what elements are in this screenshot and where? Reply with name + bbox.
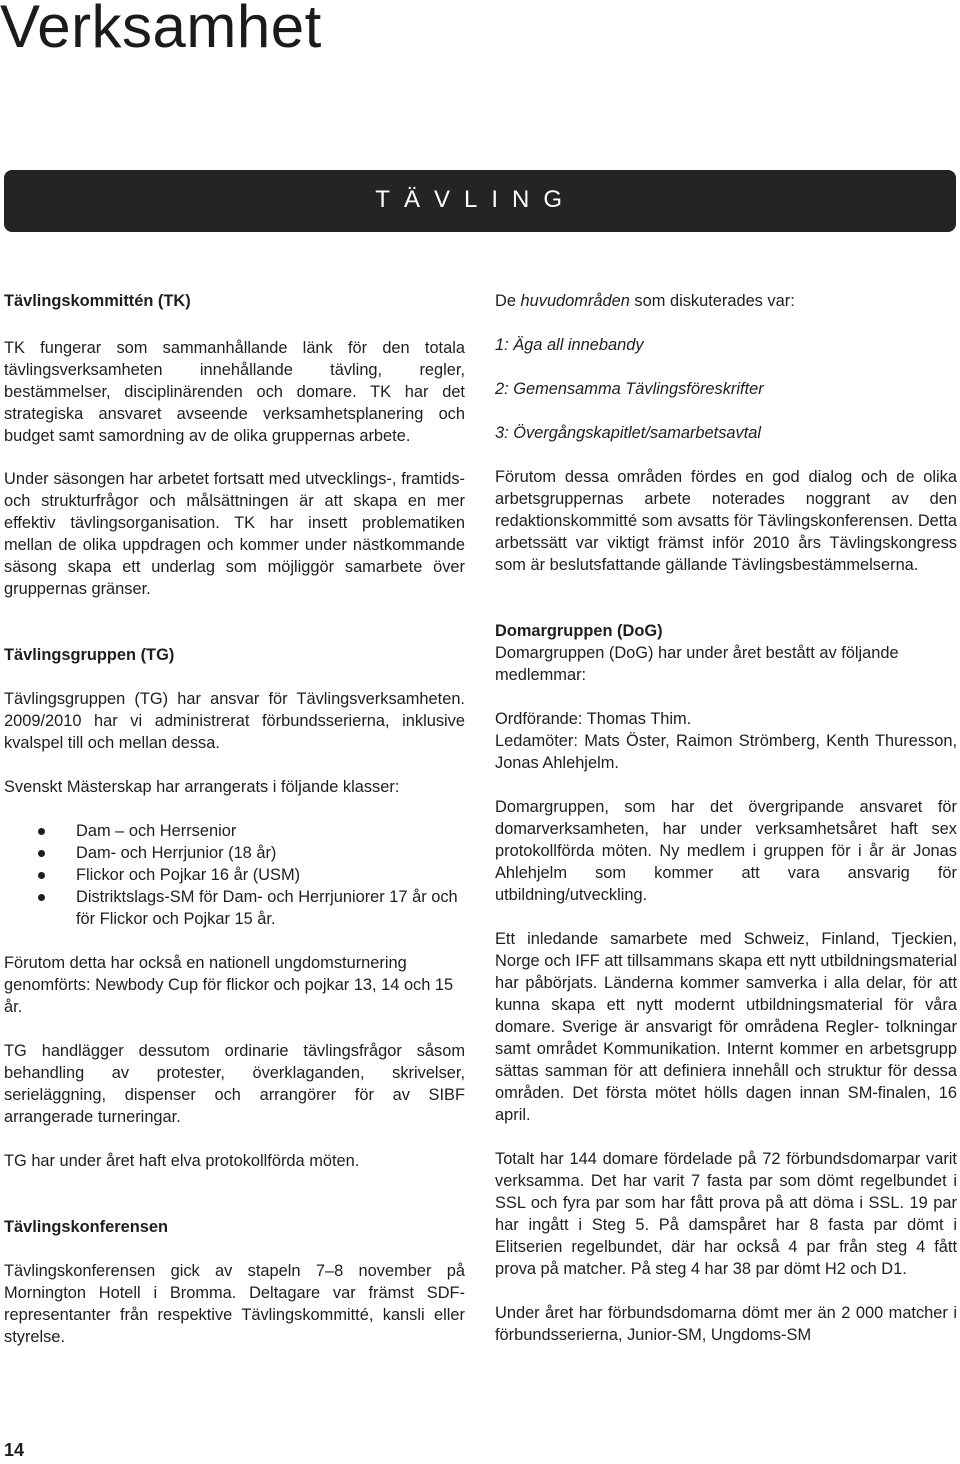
paragraph-dog-3: Ett inledande samarbete med Schweiz, Finland, Tjeckien, Norge och IFF att tillsammans skapa ett nytt utbildningsmaterial har påbörjats. Länderna kommer samverka i alla delar, för att kunna skapa ett nytt modernt utbildningsmaterial för våra domare. Sverige är ansvarigt för områdena Regler- tolkningar samt området Kommunikation. Internt kommer en arbetsgrupp sättas samman för att definiera innehåll och struktur för dessa områden. Det första mötet hölls dagen innan SM-finalen, 16 april. [495, 930, 957, 1124]
heading-tk: Tävlingskommittén (TK) [4, 292, 191, 310]
paragraph-konferens-1: Tävlingskonferensen gick av stapeln 7–8 november på Mornington Hotell i Bromma. Deltagare var främst SDF-representanter från respektive Tävlingskommitté, kansli eller styrelse. [4, 1262, 465, 1346]
right-column [495, 290, 957, 1346]
topic-item: 2: Gemensamma Tävlingsföreskrifter [495, 380, 764, 398]
dog-chair: Ordförande: Thomas Thim. [495, 710, 692, 728]
dog-members: Ledamöter: Mats Öster, Raimon Strömberg, Kenth Thuresson, Jonas Ahlehjelm. [495, 732, 957, 772]
paragraph-tg-2: Svenskt Mästerskap har arrangerats i följande klasser: [4, 778, 400, 796]
heading-dog: Domargruppen (DoG) [495, 622, 663, 640]
paragraph-tg-4: TG handlägger dessutom ordinarie tävlingsfrågor såsom behandling av protester, överklaganden, skrivelser, serieläggning, dispenser och arrangörer för av SIBF arrangerade turneringar. [4, 1042, 465, 1126]
list-item: Flickor och Pojkar 16 år (USM) [4, 864, 465, 886]
paragraph-dog-2: Domargruppen, som har det övergripande ansvaret för domarverksamheten, har under verksamhetsåret haft sex protokollförda möten. Ny medlem i gruppen för i år är Jonas Ahlehjelm som kommer att vara ansvarig för utbildning/utveckling. [495, 798, 957, 904]
paragraph-tg-3: Förutom detta har också en nationell ungdomsturnering genomförts: Newbody Cup för flickor och pojkar 13, 14 och 15 år. [4, 954, 454, 1016]
topics-intro-post: som diskuterades var: [629, 292, 795, 310]
paragraph-dog-5: Under året har förbundsdomarna dömt mer än 2 000 matcher i förbundsserierna, Junior-SM, Ungdoms-SM [495, 1304, 957, 1344]
section-banner-label: TÄVLING [375, 186, 576, 213]
paragraph-konferens-2: Förutom dessa områden fördes en god dialog och de olika arbetsgruppernas arbete noterades noggrant av den redaktionskommitté som avsatts för Tävlingskonferensen. Detta arbetssätt var viktigt främst inför 2010 års Tävlingskongress som är beslutsfattande gällande Tävlingsbestämmelserna. [495, 468, 957, 574]
topics-intro-emphasis: huvudområden [520, 292, 630, 310]
topics-intro [495, 290, 957, 312]
page-title: Verksamhet [0, 0, 322, 60]
topic-item: 1: Äga all innebandy [495, 336, 644, 354]
paragraph-dog-4: Totalt har 144 domare fördelade på 72 förbundsdomarpar varit verksamma. Det har varit 7 fasta par som dömt regelbundet i SSL och fyra par som har fått prova på att döma i SSL. 19 par har ingått i Steg 5. På damspåret har 8 fasta par dömt i Elitserien regelbundet, där har också 4 par från steg 4 fått prova på matcher. På steg 4 har 38 par dömt H2 och D1. [495, 1150, 957, 1278]
sm-class-list [4, 820, 465, 930]
heading-tg: Tävlingsgruppen (TG) [4, 646, 175, 664]
page-number: 14 [4, 1440, 25, 1460]
topics-intro-pre: De [495, 292, 521, 310]
topic-item: 3: Övergångskapitlet/samarbetsavtal [495, 424, 762, 442]
left-column [4, 290, 465, 1348]
heading-konferens: Tävlingskonferensen [4, 1218, 168, 1236]
paragraph-tk-1: TK fungerar som sammanhållande länk för den totala tävlingsverksamheten innehållande tävling, regler, bestämmelser, disciplinärenden och domare. TK har det strategiska ansvaret avseende verksamhetsplanering och budget samt samordning av de olika gruppernas arbete. [4, 339, 465, 445]
list-item: Dam- och Herrjunior (18 år) [4, 842, 465, 864]
section-banner [4, 170, 956, 232]
paragraph-tg-1: Tävlingsgruppen (TG) har ansvar för Tävlingsverksamheten. 2009/2010 har vi administrerat förbundsserierna, inklusive kvalspel till och mellan dessa. [4, 690, 465, 752]
paragraph-tk-2: Under säsongen har arbetet fortsatt med utvecklings-, framtids- och strukturfrågor och målsättningen är att skapa en mer effektiv tävlingsorganisation. TK har insett problematiken mellan de olika uppdragen och kommer under nästkommande säsong skapa ett underlag som möjliggör samarbete över gruppernas gränser. [4, 470, 465, 598]
paragraph-dog-1: Domargruppen (DoG) har under året bestått av följande medlemmar: [495, 644, 899, 684]
list-item: Dam – och Herrsenior [4, 820, 465, 842]
paragraph-tg-5: TG har under året haft elva protokollförda möten. [4, 1152, 360, 1170]
list-item: Distriktslags-SM för Dam- och Herrjuniorer 17 år och för Flickor och Pojkar 15 år. [4, 886, 465, 930]
